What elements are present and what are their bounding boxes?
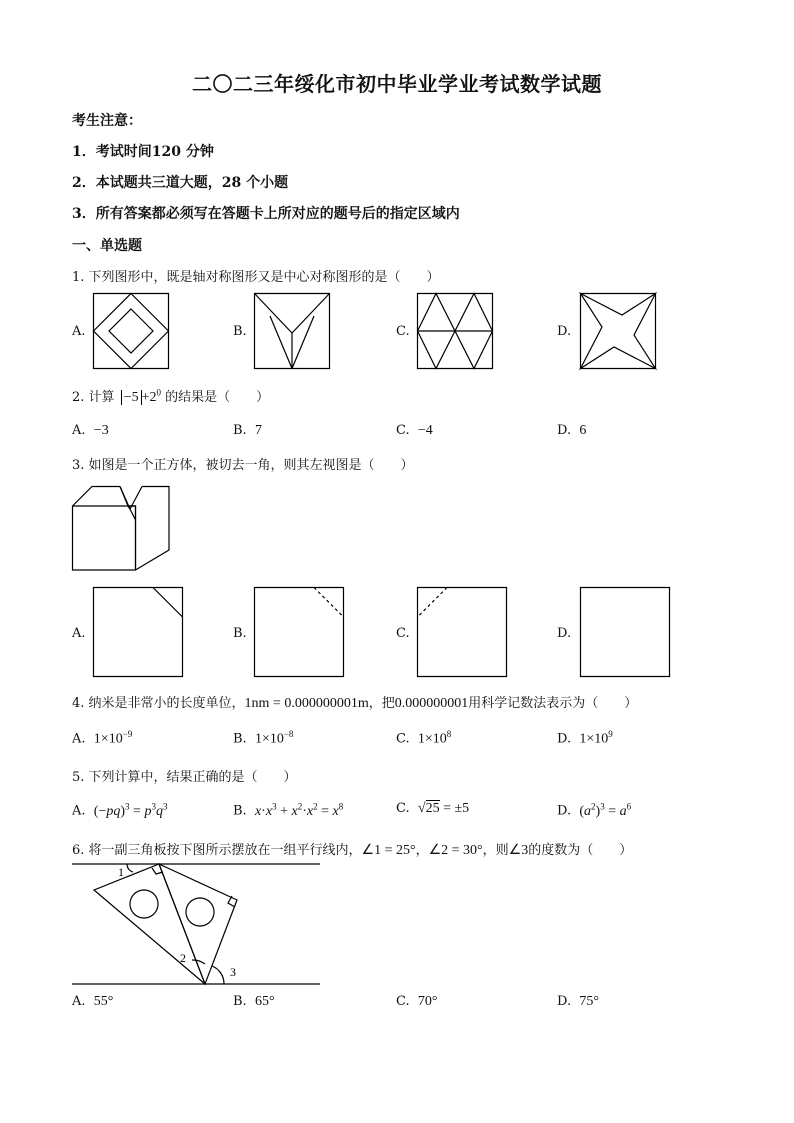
- q1-figure-a: [93, 293, 169, 369]
- option-exponent: 9: [608, 729, 613, 739]
- q1-figure-b: [254, 293, 330, 369]
- option-exponent: −8: [283, 729, 294, 739]
- option-value: 7: [254, 423, 262, 438]
- option-value: 75°: [579, 994, 599, 1009]
- option-label: B.: [233, 626, 247, 641]
- angle-1: ∠1 = 25°: [361, 843, 416, 858]
- option-math: $(-pq)^3 = p^3q^3$: [93, 801, 168, 819]
- option-a: [72, 423, 109, 439]
- option-label: A.: [72, 803, 86, 819]
- stem-prefix: 6. 将一副三角板按下图所示摆放在一组平行线内，: [72, 843, 362, 858]
- q3-view-d: [580, 587, 670, 677]
- option-exponent: −9: [122, 729, 133, 739]
- notice-heading: 考生注意：: [72, 113, 142, 129]
- notice-item: 1．考试时间120 分钟: [72, 144, 214, 160]
- option-mantissa: 1×10: [417, 731, 447, 747]
- option-math: $x\cdot x^3 + x^2\cdot x^2 = x^8$: [254, 801, 344, 819]
- stem-exponent: 0: [156, 387, 161, 398]
- option-label: C.: [396, 626, 410, 641]
- option-label: B.: [233, 803, 247, 819]
- option-math: √25 = ±5: [417, 801, 470, 816]
- absolute-value-expression: −5: [121, 390, 142, 405]
- q3-cube-figure: [72, 486, 170, 572]
- option-label: A.: [72, 423, 86, 438]
- option-c: [396, 423, 433, 439]
- option-exponent: 8: [446, 729, 452, 739]
- angle-2: ∠2 = 30°: [428, 843, 483, 858]
- option-b: [233, 729, 293, 747]
- option-value: 6: [579, 423, 587, 438]
- option-label: D.: [557, 423, 572, 438]
- stem-separator: ，: [415, 843, 429, 858]
- question-5-stem: 5. 下列计算中，结果正确的是（ ）: [72, 770, 297, 785]
- option-d: [557, 423, 586, 439]
- question-1-stem: 1. 下列图形中，既是轴对称图形又是中心对称图形的是（ ）: [72, 270, 440, 285]
- stem-expression: +2: [141, 390, 157, 405]
- option-a: [72, 801, 167, 820]
- option-mantissa: 1×10: [93, 731, 123, 747]
- stem-suffix: 的度数为（ ）: [528, 843, 633, 858]
- stem-number: 0.000000001: [394, 696, 469, 711]
- option-value: 65°: [254, 994, 275, 1009]
- q3-view-c: [417, 587, 507, 677]
- option-b: [233, 423, 262, 439]
- notice-item: 3．所有答案都必须写在答题卡上所对应的题号后的指定区域内: [72, 206, 460, 222]
- option-label: A.: [72, 731, 86, 747]
- option-label: B.: [233, 994, 247, 1009]
- option-label: B.: [233, 324, 247, 339]
- stem-equation: 1nm = 0.000000001m: [244, 696, 369, 711]
- option-label: D.: [557, 731, 572, 747]
- option-label: B.: [233, 423, 247, 438]
- option-label: A.: [72, 324, 86, 339]
- option-value: 55°: [93, 994, 114, 1009]
- figure-label-1: 1: [118, 865, 124, 879]
- option-label: D.: [557, 324, 572, 339]
- q1-figure-c: [417, 293, 493, 369]
- q6-triangle-figure: [72, 860, 322, 988]
- question-4-stem: [72, 692, 637, 712]
- option-label: C.: [396, 324, 410, 339]
- option-label: A.: [72, 626, 86, 641]
- stem-mid: ，则: [482, 843, 509, 858]
- q3-view-b: [254, 587, 344, 677]
- option-a: [72, 994, 113, 1010]
- question-6-stem: [72, 839, 632, 859]
- option-label: C.: [396, 731, 410, 747]
- option-d: [557, 801, 631, 820]
- option-label: A.: [72, 994, 86, 1009]
- option-value: 70°: [417, 994, 438, 1009]
- question-3-stem: 3. 如图是一个正方体，被切去一角，则其左视图是（ ）: [72, 458, 414, 473]
- option-label: D.: [557, 626, 572, 641]
- angle-3: ∠3: [508, 843, 529, 858]
- option-label: D.: [557, 994, 572, 1009]
- q3-view-a: [93, 587, 183, 677]
- option-c: [396, 729, 451, 747]
- page-title: 二〇二三年绥化市初中毕业学业考试数学试题: [192, 72, 602, 96]
- option-label: D.: [557, 803, 572, 819]
- option-d: [557, 729, 613, 747]
- section-heading: 一、单选题: [72, 238, 142, 254]
- option-c: [396, 994, 438, 1010]
- option-b: [233, 801, 343, 820]
- option-label: C.: [396, 994, 410, 1009]
- option-label: C.: [396, 423, 410, 438]
- figure-label-3: 3: [230, 965, 236, 979]
- option-c: [396, 801, 469, 817]
- q1-figure-d: [580, 293, 656, 369]
- option-label: B.: [233, 731, 247, 747]
- option-d: [557, 994, 599, 1010]
- option-mantissa: 1×10: [254, 731, 284, 747]
- figure-label-2: 2: [180, 951, 186, 965]
- stem-suffix: 用科学记数法表示为（ ）: [468, 696, 638, 711]
- notice-item: 2．本试题共三道大题，28 个小题: [72, 175, 289, 191]
- stem-prefix: 2. 计算: [72, 390, 115, 405]
- stem-mid: ，把: [368, 696, 395, 711]
- stem-prefix: 4. 纳米是非常小的长度单位，: [72, 696, 245, 711]
- option-value: −4: [417, 423, 433, 438]
- option-math: $(a^2)^3 = a^6$: [579, 801, 632, 819]
- question-2-stem: [72, 386, 269, 406]
- option-mantissa: 1×10: [579, 731, 609, 747]
- option-a: [72, 729, 132, 747]
- stem-suffix: 的结果是（ ）: [165, 390, 270, 405]
- option-value: −3: [93, 423, 109, 438]
- option-b: [233, 994, 275, 1010]
- option-label: C.: [396, 801, 410, 816]
